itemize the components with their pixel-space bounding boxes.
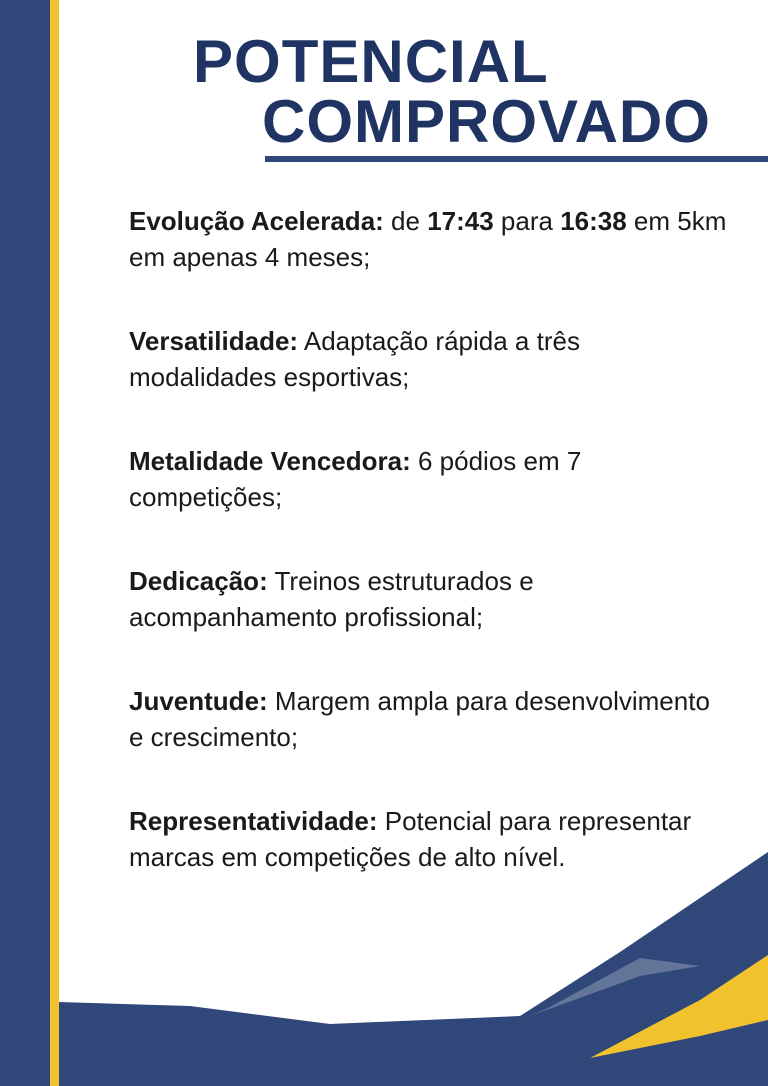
highlight-text: para [493, 206, 561, 236]
highlight-text: Treinos estruturados e acompanhamento profissional; [129, 566, 534, 632]
highlight-emphasis: 17:43 [427, 206, 494, 236]
page-title-line-2: COMPROVADO [262, 88, 711, 155]
highlight-emphasis: 16:38 [560, 206, 627, 236]
highlight-text: Margem ampla para desenvolvimento e crescimento; [129, 686, 710, 752]
highlight-text: de [383, 206, 428, 236]
highlight-text: 6 pódios em 7 competições; [129, 446, 582, 512]
highlight-lead: Juventude: [129, 686, 268, 716]
highlight-text: em 5km em apenas 4 meses; [129, 206, 727, 272]
highlight-text: Potencial para representar marcas em competições de alto nível. [129, 806, 692, 872]
highlight-text: Adaptação rápida a três modalidades esportivas; [129, 326, 580, 392]
highlight-lead: Versatilidade: [129, 326, 299, 356]
page-title-line-1: POTENCIAL [193, 28, 549, 95]
highlight-lead: Evolução Acelerada: [129, 206, 384, 236]
highlight-lead: Dedicação: [129, 566, 268, 596]
highlight-lead: Representatividade: [129, 806, 378, 836]
highlight-lead: Metalidade Vencedora: [129, 446, 411, 476]
